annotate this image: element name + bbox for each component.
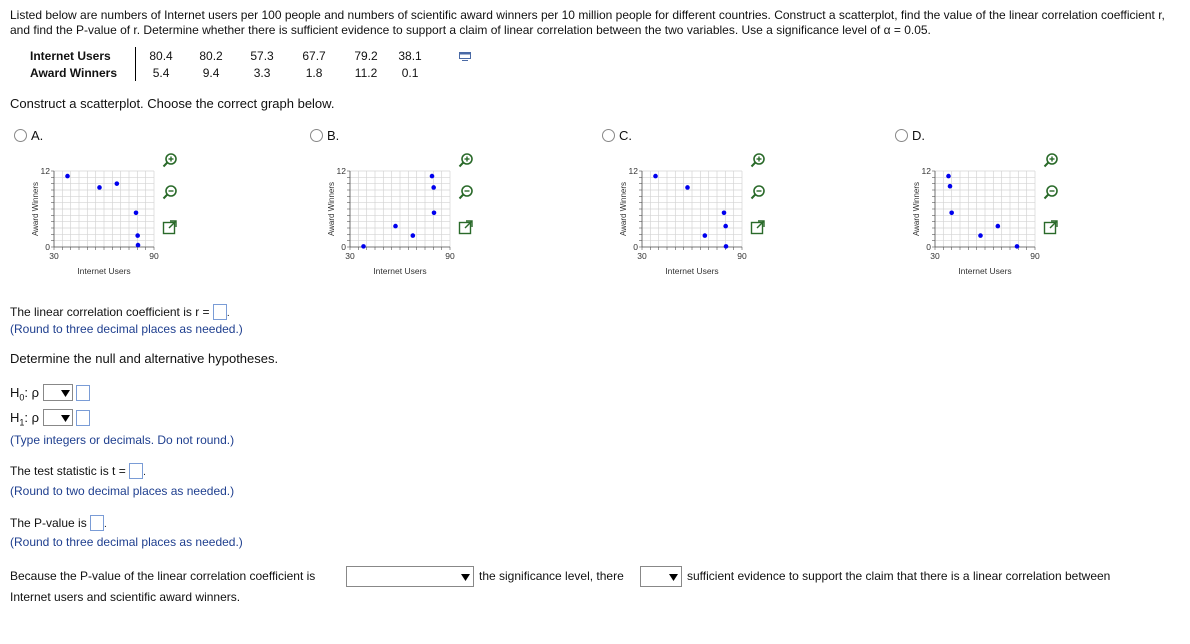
x-tick-label-right: 90 xyxy=(149,251,159,261)
zoom-out-icon[interactable] xyxy=(458,184,474,200)
data-point xyxy=(411,233,416,238)
data-point xyxy=(65,174,70,179)
data-point xyxy=(949,211,954,216)
data-point xyxy=(135,233,140,238)
x-axis-label: Internet Users xyxy=(373,266,427,276)
data-point xyxy=(724,244,729,249)
data-point xyxy=(978,233,983,238)
y-axis-label: Award Winners xyxy=(912,181,921,237)
data-point xyxy=(685,185,690,190)
y-axis-label: Award Winners xyxy=(31,181,40,237)
p-question: The P-value is . xyxy=(10,516,107,530)
option-b-radio[interactable] xyxy=(310,129,323,142)
chevron-down-icon xyxy=(60,411,71,424)
p-prompt: The P-value is xyxy=(10,516,87,530)
x-tick-label-right: 90 xyxy=(737,251,747,261)
t-hint: (Round to two decimal places as needed.) xyxy=(10,484,235,498)
y-tick-label-top: 12 xyxy=(336,166,346,176)
x-axis-label: Internet Users xyxy=(77,266,131,276)
r-prompt: The linear correlation coefficient is r = xyxy=(10,305,210,319)
zoom-in-icon[interactable] xyxy=(162,152,178,168)
h1-operator-dropdown[interactable] xyxy=(43,409,73,426)
chevron-down-icon xyxy=(460,570,471,583)
h0-label: H xyxy=(10,385,20,400)
t-answer-box[interactable] xyxy=(129,463,143,479)
data-point xyxy=(703,233,708,238)
zoom-in-icon[interactable] xyxy=(1043,152,1059,168)
zoom-in-icon[interactable] xyxy=(458,152,474,168)
chevron-down-icon xyxy=(60,386,71,399)
data-point xyxy=(653,174,658,179)
option-a[interactable] xyxy=(14,128,43,143)
table-cell: 38.1 xyxy=(398,48,422,63)
h1-value-box[interactable] xyxy=(76,410,90,426)
table-row xyxy=(30,64,428,81)
h0-row xyxy=(10,384,90,403)
chevron-down-icon xyxy=(668,570,679,583)
table-cell: 11.2 xyxy=(354,65,378,80)
x-axis-label: Internet Users xyxy=(958,266,1012,276)
conclusion-part1: Because the P-value of the linear correlation coefficient is xyxy=(10,569,316,583)
row-label-internet-users: Internet Users xyxy=(30,47,136,64)
scatterplot-b xyxy=(326,160,466,280)
y-axis-label: Award Winners xyxy=(619,181,628,237)
table-cell: 9.4 xyxy=(202,65,220,80)
data-point xyxy=(1015,244,1020,249)
option-b[interactable] xyxy=(310,128,339,143)
x-tick-label-left: 30 xyxy=(345,251,355,261)
p-hint: (Round to three decimal places as needed.) xyxy=(10,535,243,549)
h1-subscript: 1 xyxy=(19,417,25,428)
option-b-label: B. xyxy=(327,128,340,143)
data-point xyxy=(946,174,951,179)
zoom-out-icon[interactable] xyxy=(1043,184,1059,200)
zoom-out-icon[interactable] xyxy=(750,184,766,200)
expand-icon[interactable] xyxy=(750,219,766,235)
h0-subscript: 0 xyxy=(19,392,25,403)
x-tick-label-left: 30 xyxy=(637,251,647,261)
option-d-label: D. xyxy=(912,128,925,143)
problem-statement: Listed below are numbers of Internet users per 100 people and numbers of scientific award winners per 10 million people for different countries. Construct a scatterplot, find the value of the linear correlation coefficient r, and find the P-value of r. Determine whether there is sufficient evidence to support a claim of linear correlation between the two variables. Use a significance level of α = 0.05. xyxy=(10,8,1165,37)
y-tick-label-top: 12 xyxy=(921,166,931,176)
y-tick-label-top: 12 xyxy=(628,166,638,176)
r-hint: (Round to three decimal places as needed.) xyxy=(10,322,243,336)
table-cell: 80.4 xyxy=(149,48,173,63)
y-axis-label: Award Winners xyxy=(327,181,336,237)
data-point xyxy=(361,244,366,249)
h0-rho: : ρ xyxy=(24,385,40,400)
table-cell: 0.1 xyxy=(401,65,419,80)
expand-icon[interactable] xyxy=(458,219,474,235)
data-point xyxy=(723,224,728,229)
table-cell: 79.2 xyxy=(354,48,378,63)
scatter-prompt: Construct a scatterplot. Choose the correct graph below. xyxy=(10,96,335,111)
x-tick-label-right: 90 xyxy=(1030,251,1040,261)
option-c[interactable] xyxy=(602,128,632,143)
h1-rho: : ρ xyxy=(24,410,40,425)
data-point xyxy=(432,211,437,216)
conclusion-part2: the significance level, there xyxy=(479,569,624,583)
hypotheses-hint: (Type integers or decimals. Do not round.) xyxy=(10,433,235,447)
expand-icon[interactable] xyxy=(162,219,178,235)
pvalue-comparison-dropdown[interactable] xyxy=(346,566,474,587)
r-answer-box[interactable] xyxy=(213,304,227,320)
y-tick-label-bottom: 0 xyxy=(633,242,638,252)
scatterplot-d xyxy=(911,160,1051,280)
option-a-label: A. xyxy=(31,128,44,143)
table-cell: 67.7 xyxy=(302,48,326,63)
hypotheses-prompt: Determine the null and alternative hypotheses. xyxy=(10,351,279,366)
expand-icon[interactable] xyxy=(1043,219,1059,235)
option-a-radio[interactable] xyxy=(14,129,27,142)
r-question: The linear correlation coefficient is r = . xyxy=(10,305,230,319)
scatterplot-c xyxy=(618,160,758,280)
table-row xyxy=(30,47,428,64)
h0-value-box[interactable] xyxy=(76,385,90,401)
data-point xyxy=(136,243,141,248)
h1-label: H xyxy=(10,410,20,425)
data-point xyxy=(115,181,120,186)
option-d[interactable] xyxy=(895,128,925,143)
table-cell: 1.8 xyxy=(305,65,323,80)
data-point xyxy=(97,185,102,190)
p-answer-box[interactable] xyxy=(90,515,104,531)
t-prompt: The test statistic is t = xyxy=(10,464,126,478)
data-point xyxy=(393,224,398,229)
conclusion-line2: Internet users and scientific award winners. xyxy=(10,590,241,604)
scatterplot-a xyxy=(30,160,170,280)
table-cell: 3.3 xyxy=(253,65,271,80)
t-question: The test statistic is t = . xyxy=(10,464,146,478)
conclusion-part3: sufficient evidence to support the claim that there is a linear correlation between xyxy=(687,569,1111,583)
data-point xyxy=(722,211,727,216)
table-cell: 5.4 xyxy=(152,65,170,80)
option-d-radio[interactable] xyxy=(895,129,908,142)
x-tick-label-left: 30 xyxy=(930,251,940,261)
evidence-dropdown[interactable] xyxy=(640,566,682,587)
h0-operator-dropdown[interactable] xyxy=(43,384,73,401)
data-point xyxy=(948,184,953,189)
y-tick-label-top: 12 xyxy=(40,166,50,176)
data-point xyxy=(996,224,1001,229)
y-tick-label-bottom: 0 xyxy=(341,242,346,252)
x-tick-label-right: 90 xyxy=(445,251,455,261)
x-axis-label: Internet Users xyxy=(665,266,719,276)
zoom-out-icon[interactable] xyxy=(162,184,178,200)
zoom-in-icon[interactable] xyxy=(750,152,766,168)
data-point xyxy=(134,211,139,216)
option-c-radio[interactable] xyxy=(602,129,615,142)
data-point xyxy=(430,174,435,179)
copy-data-icon[interactable] xyxy=(459,52,471,62)
table-cell: 57.3 xyxy=(250,48,274,63)
h1-row xyxy=(10,409,90,428)
table-cell: 80.2 xyxy=(199,48,223,63)
row-label-award-winners: Award Winners xyxy=(30,64,136,81)
x-tick-label-left: 30 xyxy=(49,251,59,261)
option-c-label: C. xyxy=(619,128,632,143)
y-tick-label-bottom: 0 xyxy=(926,242,931,252)
y-tick-label-bottom: 0 xyxy=(45,242,50,252)
data-table xyxy=(30,47,428,81)
data-point xyxy=(431,185,436,190)
